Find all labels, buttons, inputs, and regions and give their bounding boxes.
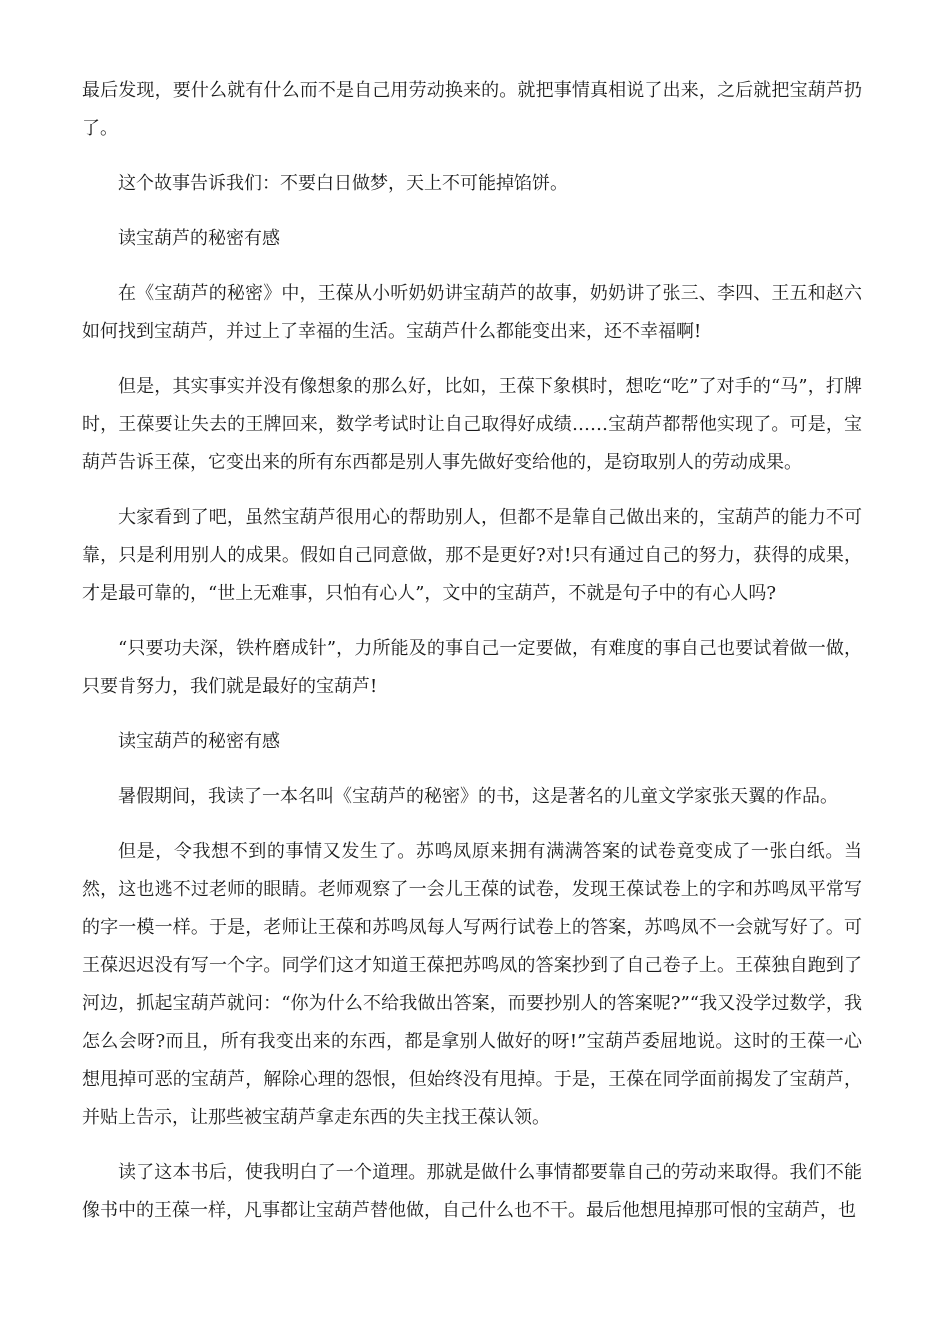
paragraph-6: “只要功夫深，铁杵磨成针”，力所能及的事自己一定要做，有难度的事自己也要试着做一做，只要肯努力，我们就是最好的宝葫芦! [82, 638, 862, 697]
section-heading-2: 读宝葫芦的秘密有感 [118, 731, 280, 752]
paragraph-9: 读了这本书后，使我明白了一个道理。那就是做什么事情都要靠自己的劳动来取得。我们不能像书中的王葆一样，凡事都让宝葫芦替他做，自己什么也不干。最后他想甩掉那可恨的宝葫芦，也 [82, 1162, 862, 1221]
paragraph-8: 但是，令我想不到的事情又发生了。苏鸣凤原来拥有满满答案的试卷竟变成了一张白纸。当然，这也逃不过老师的眼睛。老师观察了一会儿王葆的试卷，发现王葆试卷上的字和苏鸣凤平常写的字一模一样。于是，老师让王葆和苏鸣凤每人写两行试卷上的答案，苏鸣凤不一会就写好了。可王葆迟迟没有写一个字。同学们这才知道王葆把苏鸣凤的答案抄到了自己卷子上。王葆独自跑到了河边，抓起宝葫芦就问：“你为什么不给我做出答案，而要抄别人的答案呢?”“我又没学过数学，我怎么会呀?而且，所有我变出来的东西，都是拿别人做好的呀!”宝葫芦委屈地说。这时的王葆一心想甩掉可恶的宝葫芦，解除心理的怨恨，但始终没有甩掉。于是，王葆在同学面前揭发了宝葫芦，并贴上告示，让那些被宝葫芦拿走东西的失主找王葆认领。 [82, 841, 862, 1128]
paragraph-4: 但是，其实事实并没有像想象的那么好，比如，王葆下象棋时，想吃“吃”了对手的“马”，打牌时，王葆要让失去的王牌回来，数学考试时让自己取得好成绩……宝葫芦都帮他实现了。可是，宝葫芦告诉王葆，它变出来的所有东西都是别人事先做好变给他的，是窃取别人的劳动成果。 [82, 376, 862, 473]
paragraph-1: 最后发现，要什么就有什么而不是自己用劳动换来的。就把事情真相说了出来，之后就把宝葫芦扔了。 [82, 80, 862, 139]
paragraph-7: 暑假期间，我读了一本名叫《宝葫芦的秘密》的书，这是著名的儿童文学家张天翼的作品。 [118, 786, 838, 807]
section-heading-1: 读宝葫芦的秘密有感 [118, 228, 280, 249]
paragraph-5: 大家看到了吧，虽然宝葫芦很用心的帮助别人，但都不是靠自己做出来的，宝葫芦的能力不可靠，只是利用别人的成果。假如自己同意做，那不是更好?对!只有通过自己的努力，获得的成果，才是最可靠的，“世上无难事，只怕有心人”，文中的宝葫芦，不就是句子中的有心人吗? [82, 507, 862, 604]
paragraph-3: 在《宝葫芦的秘密》中，王葆从小听奶奶讲宝葫芦的故事，奶奶讲了张三、李四、王五和赵六如何找到宝葫芦，并过上了幸福的生活。宝葫芦什么都能变出来，还不幸福啊! [82, 283, 862, 342]
document-page [82, 72, 862, 1247]
paragraph-2: 这个故事告诉我们：不要白日做梦，天上不可能掉馅饼。 [118, 173, 568, 194]
